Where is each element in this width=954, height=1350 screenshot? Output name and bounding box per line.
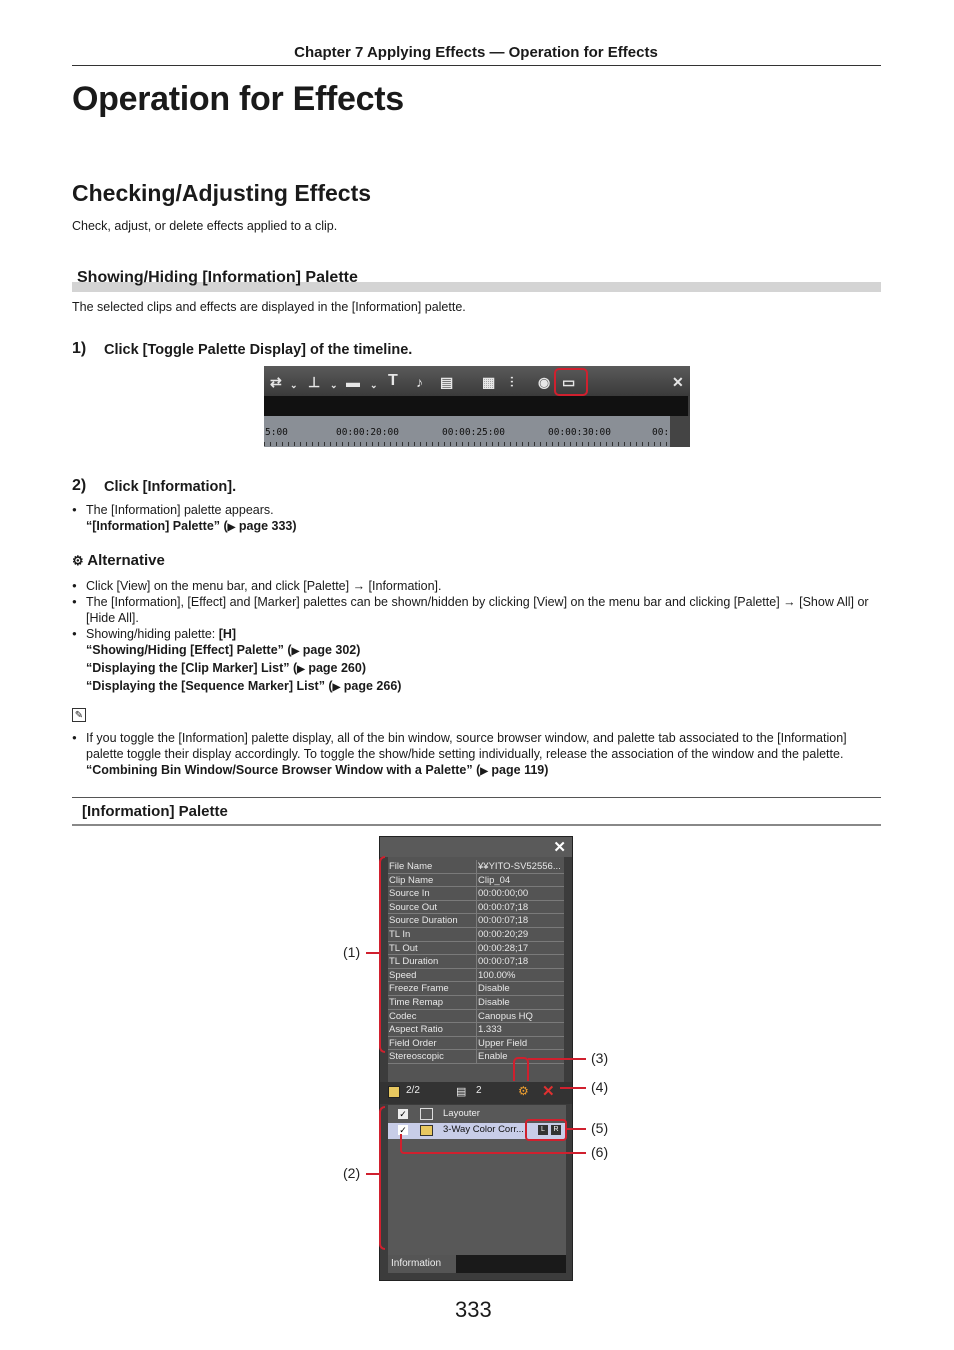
property-row [388,874,564,888]
timeline-track [264,396,688,416]
property-row [388,901,564,915]
callout-line-4 [560,1087,586,1089]
property-value: 00:00:07;18 [478,956,529,968]
cross-reference-link[interactable] [86,679,401,693]
callout-6: (6) [591,1144,609,1160]
subheading-information-palette: [Information] Palette [82,803,228,820]
bracket-1 [379,856,385,1053]
property-value: 00:00:28;17 [478,942,529,954]
note-icon: ✎ [72,708,86,722]
ref-page: page 302) [302,643,361,657]
alternative-bullets [72,578,884,696]
section-title: Checking/Adjusting Effects [72,180,372,206]
callout-line-1 [366,952,380,954]
ref-text: “Combining Bin Window/Source Browser Window with a Palette” ( [86,763,481,777]
microphone-icon[interactable]: ♪ [416,374,423,390]
callout-3: (3) [591,1050,609,1066]
palette-titlebar [380,837,572,857]
alternative-heading [72,552,165,569]
page-number: 333 [455,1297,492,1322]
subheading-rule-bottom [72,824,881,826]
clip-count: 2/2 [406,1085,420,1096]
render-icon[interactable]: ▤ [440,374,454,390]
close-icon[interactable]: ✕ [553,839,566,856]
column-divider [476,860,477,873]
subheading-rule-top [72,797,881,798]
timecode-label: 00: [652,427,670,438]
cross-reference-link[interactable] [86,763,548,777]
grid-icon[interactable]: ▦ [482,374,496,390]
step-1-text: Click [Toggle Palette Display] of the timeline. [104,342,413,358]
property-value: Upper Field [478,1037,528,1049]
property-name: Speed [389,969,417,981]
step-1-number: 1) [72,340,87,357]
bullet-text: Showing/hiding palette: [86,627,219,641]
property-value: 100.00% [478,969,516,981]
property-value: 00:00:20;29 [478,929,529,940]
palette-toolbar [380,1082,572,1104]
close-icon[interactable]: ✕ [672,374,684,390]
ref-page: page 266) [343,679,402,693]
ruler-ticks [264,442,670,446]
column-divider [476,1037,477,1050]
shortcut-key: [H] [218,627,237,641]
timeline-toolbar [264,366,690,396]
cross-reference-link[interactable] [86,643,360,657]
property-name: Source Duration [389,915,458,927]
keyframe-left-icon[interactable]: L [538,1125,548,1135]
effect-list-icon: ▤ [456,1086,467,1098]
keyframe-right-icon[interactable]: R [551,1125,561,1135]
property-name: Aspect Ratio [389,1024,443,1036]
callout-line-6 [410,1152,586,1154]
triangle-icon: ▶ [332,682,341,693]
ref-page: page 260) [308,661,366,675]
property-value: 1.333 [478,1024,502,1036]
ref-text: “Showing/Hiding [Effect] Palette” ( [86,643,292,657]
property-value: Disable [478,983,510,995]
tab-information[interactable]: Information [388,1255,456,1273]
property-row [388,982,564,996]
column-divider [476,1010,477,1023]
timeline-scrollbar[interactable] [670,416,690,447]
list-item: ● Click [View] on the menu bar, and click [Palette] → [Information]. [72,578,884,594]
triangle-icon: ▶ [291,646,300,657]
checkbox-checked-icon[interactable]: ✓ [399,1125,407,1135]
ref-text: “Displaying the [Clip Marker] List” ( [86,661,298,675]
triangle-icon: ▶ [227,522,236,533]
step-2-text: Click [Information]. [104,479,237,495]
section-intro: Check, adjust, or delete effects applied to a clip. [72,219,338,233]
property-value: 00:00:07;18 [478,901,529,913]
property-name: TL Out [389,942,418,954]
property-name: TL Duration [389,956,439,968]
column-divider [476,969,477,982]
header-rule [72,65,881,66]
triangle-icon: ▶ [297,664,305,675]
property-name: Codec [389,1010,417,1022]
property-row [388,914,564,928]
column-divider [476,914,477,927]
callout-4: (4) [591,1079,609,1095]
column-divider [476,887,477,900]
audio-mixer-icon[interactable]: ⫶ [510,374,514,390]
column-divider [476,901,477,914]
property-value: 00:00:00;00 [478,888,529,900]
adjust-effect-icon[interactable]: ⚙ [518,1084,529,1098]
property-value: Disable [478,997,510,1008]
marker-icon[interactable]: ▬ [346,374,360,390]
callout-2: (2) [343,1165,361,1181]
property-name: Source Out [389,901,438,913]
bracket-2 [379,1106,385,1250]
ref-text: “Displaying the [Sequence Marker] List” ( [86,679,333,693]
property-row [388,1010,564,1024]
subheading-intro: The selected clips and effects are displayed in the [Information] palette. [72,300,466,314]
page-title: Operation for Effects [72,80,404,118]
checkbox-checked-icon[interactable]: ✓ [399,1109,407,1119]
record-icon[interactable]: ◉ [538,374,551,390]
property-name: Stereoscopic [389,1051,444,1063]
step-2-number: 2) [72,477,87,494]
chevron-down-icon[interactable]: ⌄ [330,380,338,390]
timecode-label: 00:00:30:00 [548,427,611,438]
ref-page: page 333) [238,519,297,533]
bullet-text: The [Information] palette appears. [86,503,274,517]
property-row [388,942,564,956]
list-item: ● The [Information], [Effect] and [Marker] palettes can be shown/hidden by clicking [View] on the menu bar and clicking [Palette] → [Show All] or [Hide All]. [72,594,884,626]
chapter-header: Chapter 7 Applying Effects — Operation for Effects [294,44,658,61]
bullet-text: If you toggle the [Information] palette display, all of the bin window, source browser window, and palette tab associated to the [Information] palette toggle their display accordingly. To toggle the show/hide setting individually, release the association of the window and the palette. [86,731,847,761]
timecode-label: 00:00:25:00 [442,427,505,438]
chevron-down-icon[interactable]: ⌄ [290,380,298,390]
triangle-icon: ▶ [480,766,488,777]
step-2-bullets [72,502,884,536]
property-row [388,1037,564,1051]
property-value: Clip_04 [478,874,511,886]
column-divider [476,1023,477,1036]
cross-reference-link[interactable] [86,519,297,533]
column-divider [476,942,477,955]
ref-page: page 119) [491,763,549,777]
column-divider [476,955,477,968]
callout-line-3 [528,1058,586,1060]
list-item [72,730,884,780]
property-name: Source In [389,888,430,900]
delete-icon[interactable]: ✕ [542,1083,555,1100]
property-name: Time Remap [389,997,444,1008]
timecode-label: 00:00:20:00 [336,427,399,438]
subheading-show-hide: Showing/Hiding [Information] Palette [77,269,358,286]
column-divider [476,996,477,1009]
highlight-5 [525,1119,567,1141]
timecode-label: 5:00 [265,427,288,438]
effect-count: 2 [476,1085,482,1096]
property-row [388,887,564,901]
cross-reference-link[interactable] [86,661,366,675]
property-row [388,860,564,874]
callout-line-5 [566,1128,586,1130]
property-row [388,969,564,983]
layouter-icon [420,1108,433,1120]
callout-line-2 [366,1173,380,1175]
property-value: ¥¥YITO-SV52556... [478,861,561,872]
title-icon[interactable]: T [388,372,398,389]
property-row [388,928,564,942]
callout-1: (1) [343,944,361,960]
effect-icon [420,1125,433,1136]
property-name: File Name [389,861,433,872]
note-bullets [72,730,884,780]
property-name: TL In [389,929,411,940]
column-divider [476,874,477,887]
toggle-palette-highlight [554,368,588,396]
list-item [72,626,884,696]
highlight-6 [400,1134,413,1154]
property-value: 00:00:07;18 [478,915,529,927]
ref-text: “[Information] Palette” ( [86,519,228,533]
property-value: Enable [478,1051,508,1063]
alternative-icon: ⚙ [72,553,84,568]
ripple-icon[interactable]: ⇄ [270,374,282,390]
timeline-screenshot [264,366,690,447]
chevron-down-icon[interactable]: ⌄ [370,380,378,390]
clip-icon [388,1086,400,1098]
effect-name: 3-Way Color Corr... [443,1124,524,1135]
mixer-icon[interactable]: ⊥ [308,374,321,390]
column-divider [476,928,477,941]
toggle-palette-icon[interactable]: ▭ [562,374,576,390]
column-divider [476,982,477,995]
column-divider [476,1050,477,1063]
property-row [388,955,564,969]
property-row [388,1023,564,1037]
callout-5: (5) [591,1120,609,1136]
property-name: Field Order [389,1037,437,1049]
property-value: Canopus HQ [478,1010,533,1022]
alternative-title: Alternative [87,552,165,569]
highlight-3 [513,1057,529,1081]
effect-name: Layouter [443,1108,480,1119]
property-row [388,996,564,1010]
property-name: Clip Name [389,874,434,886]
list-item [72,502,884,536]
property-name: Freeze Frame [389,983,449,995]
